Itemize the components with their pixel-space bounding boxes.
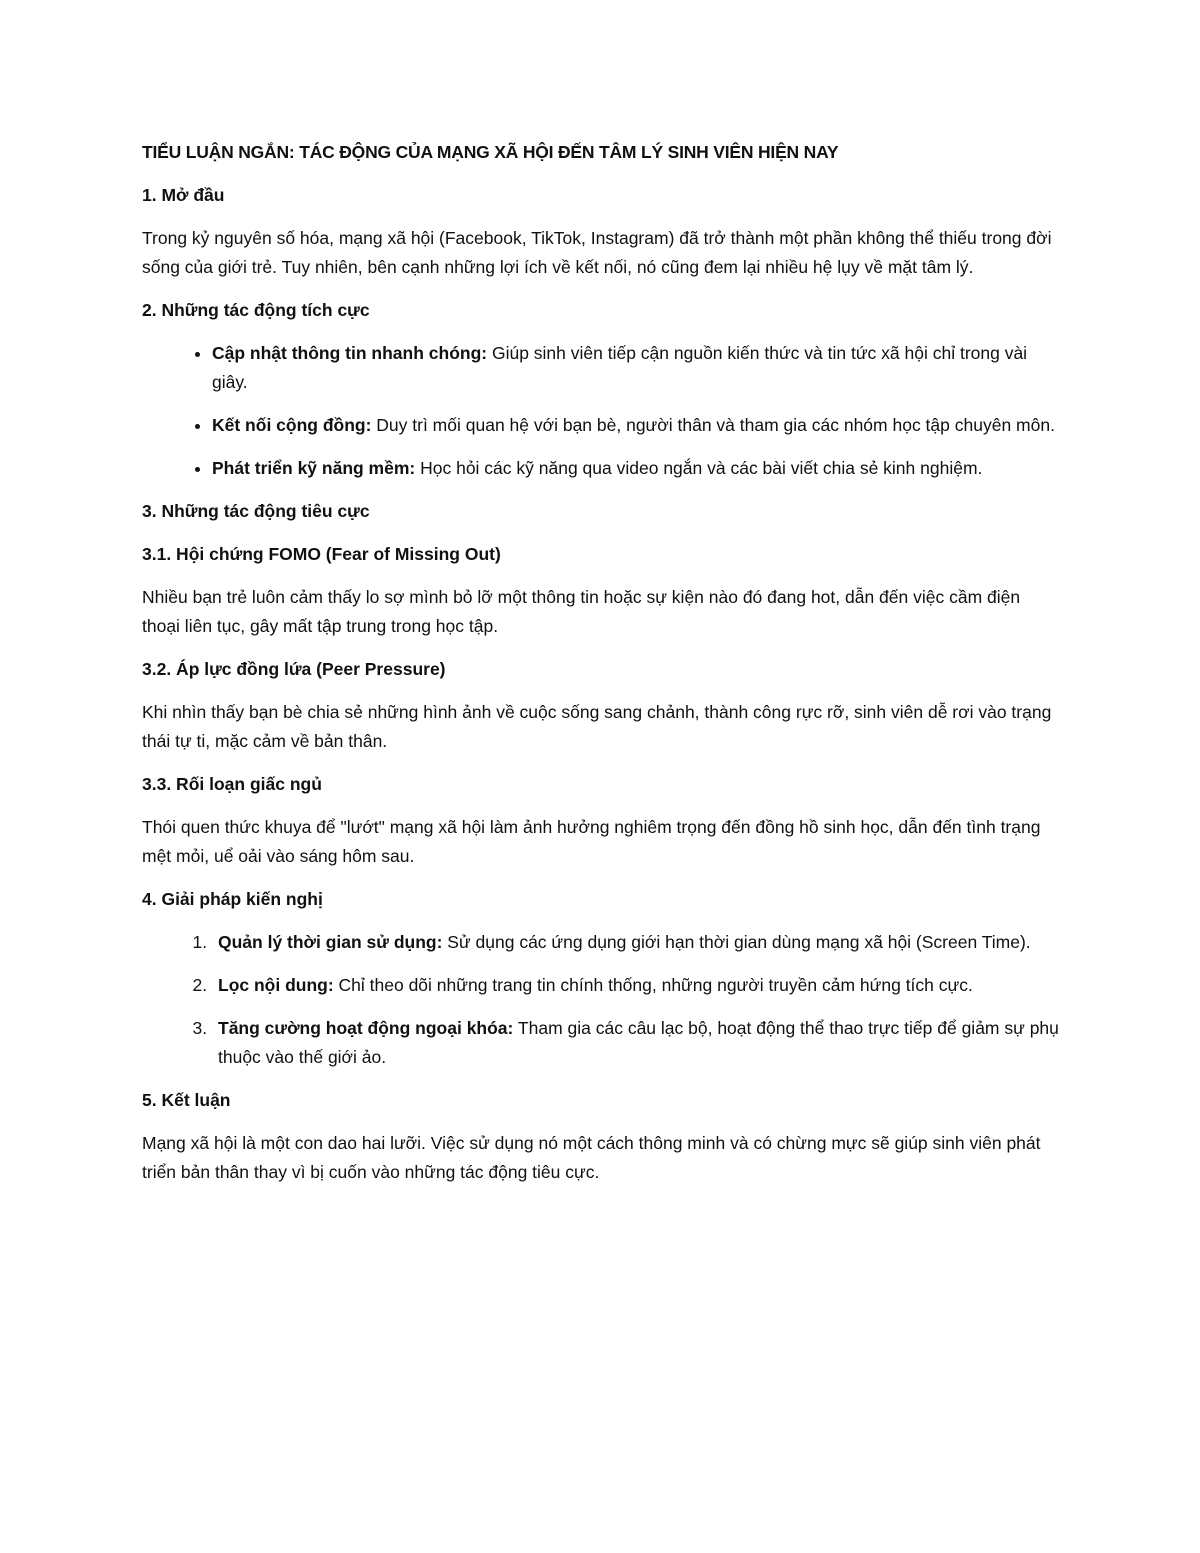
section-heading-conclusion: 5. Kết luận (142, 1090, 231, 1110)
positive-impacts-list (142, 339, 1062, 483)
list-item-term: Phát triển kỹ năng mềm: (212, 458, 416, 478)
list-item-term: Lọc nội dung: (218, 975, 334, 995)
paragraph-fomo: Nhiều bạn trẻ luôn cảm thấy lo sợ mình bỏ lỡ một thông tin hoặc sự kiện nào đó đang hot, dẫn đến việc cầm điện thoại liên tục, gây mất tập trung trong học tập. (142, 587, 1021, 636)
list-item (212, 454, 1062, 483)
list-item (212, 1014, 1062, 1072)
subsection-heading-peer-pressure: 3.2. Áp lực đồng lứa (Peer Pressure) (142, 659, 446, 679)
section-heading-negative: 3. Những tác động tiêu cực (142, 501, 370, 521)
list-item (212, 339, 1062, 397)
list-item-text: Giúp sinh viên tiếp cận nguồn kiến thức và tin tức xã hội chỉ trong vài giây. (212, 343, 1028, 392)
section-heading-positive: 2. Những tác động tích cực (142, 300, 370, 320)
list-item-text: Chỉ theo dõi những trang tin chính thống, những người truyền cảm hứng tích cực. (333, 975, 973, 995)
paragraph-conclusion: Mạng xã hội là một con dao hai lưỡi. Việc sử dụng nó một cách thông minh và có chừng mực sẽ giúp sinh viên phát triển bản thân thay vì bị cuốn vào những tác động tiêu cực. (142, 1133, 1041, 1182)
list-item-text: Sử dụng các ứng dụng giới hạn thời gian dùng mạng xã hội (Screen Time). (442, 932, 1031, 952)
solutions-list (142, 928, 1062, 1072)
list-item-term: Cập nhật thông tin nhanh chóng: (212, 343, 488, 363)
list-item (212, 411, 1062, 440)
paragraph-sleep: Thói quen thức khuya để "lướt" mạng xã hội làm ảnh hưởng nghiêm trọng đến đồng hồ sinh học, dẫn đến tình trạng mệt mỏi, uể oải vào sáng hôm sau. (142, 817, 1041, 866)
list-item-text: Học hỏi các kỹ năng qua video ngắn và các bài viết chia sẻ kinh nghiệm. (415, 458, 983, 478)
list-item-text: Duy trì mối quan hệ với bạn bè, người thân và tham gia các nhóm học tập chuyên môn. (371, 415, 1055, 435)
section-heading-solutions: 4. Giải pháp kiến nghị (142, 889, 323, 909)
section-heading-intro: 1. Mở đầu (142, 185, 225, 205)
list-item (212, 928, 1062, 957)
list-item-text: Tham gia các câu lạc bộ, hoạt động thể thao trực tiếp để giảm sự phụ thuộc vào thế giới ảo. (218, 1018, 1059, 1067)
paragraph-peer-pressure: Khi nhìn thấy bạn bè chia sẻ những hình ảnh về cuộc sống sang chảnh, thành công rực rỡ, sinh viên dễ rơi vào trạng thái tự ti, mặc cảm về bản thân. (142, 702, 1052, 751)
document-page (142, 138, 1062, 1201)
subsection-heading-fomo: 3.1. Hội chứng FOMO (Fear of Missing Out) (142, 544, 501, 564)
list-item (212, 971, 1062, 1000)
paragraph-intro: Trong kỷ nguyên số hóa, mạng xã hội (Facebook, TikTok, Instagram) đã trở thành một phần không thể thiếu trong đời sống của giới trẻ. Tuy nhiên, bên cạnh những lợi ích về kết nối, nó cũng đem lại nhiều hệ lụy về mặt tâm lý. (142, 228, 1052, 277)
list-item-term: Tăng cường hoạt động ngoại khóa: (218, 1018, 514, 1038)
subsection-heading-sleep: 3.3. Rối loạn giấc ngủ (142, 774, 322, 794)
document-title: TIỂU LUẬN NGẮN: TÁC ĐỘNG CỦA MẠNG XÃ HỘI ĐẾN TÂM LÝ SINH VIÊN HIỆN NAY (142, 142, 839, 162)
list-item-term: Kết nối cộng đồng: (212, 415, 372, 435)
list-item-term: Quản lý thời gian sử dụng: (218, 932, 443, 952)
